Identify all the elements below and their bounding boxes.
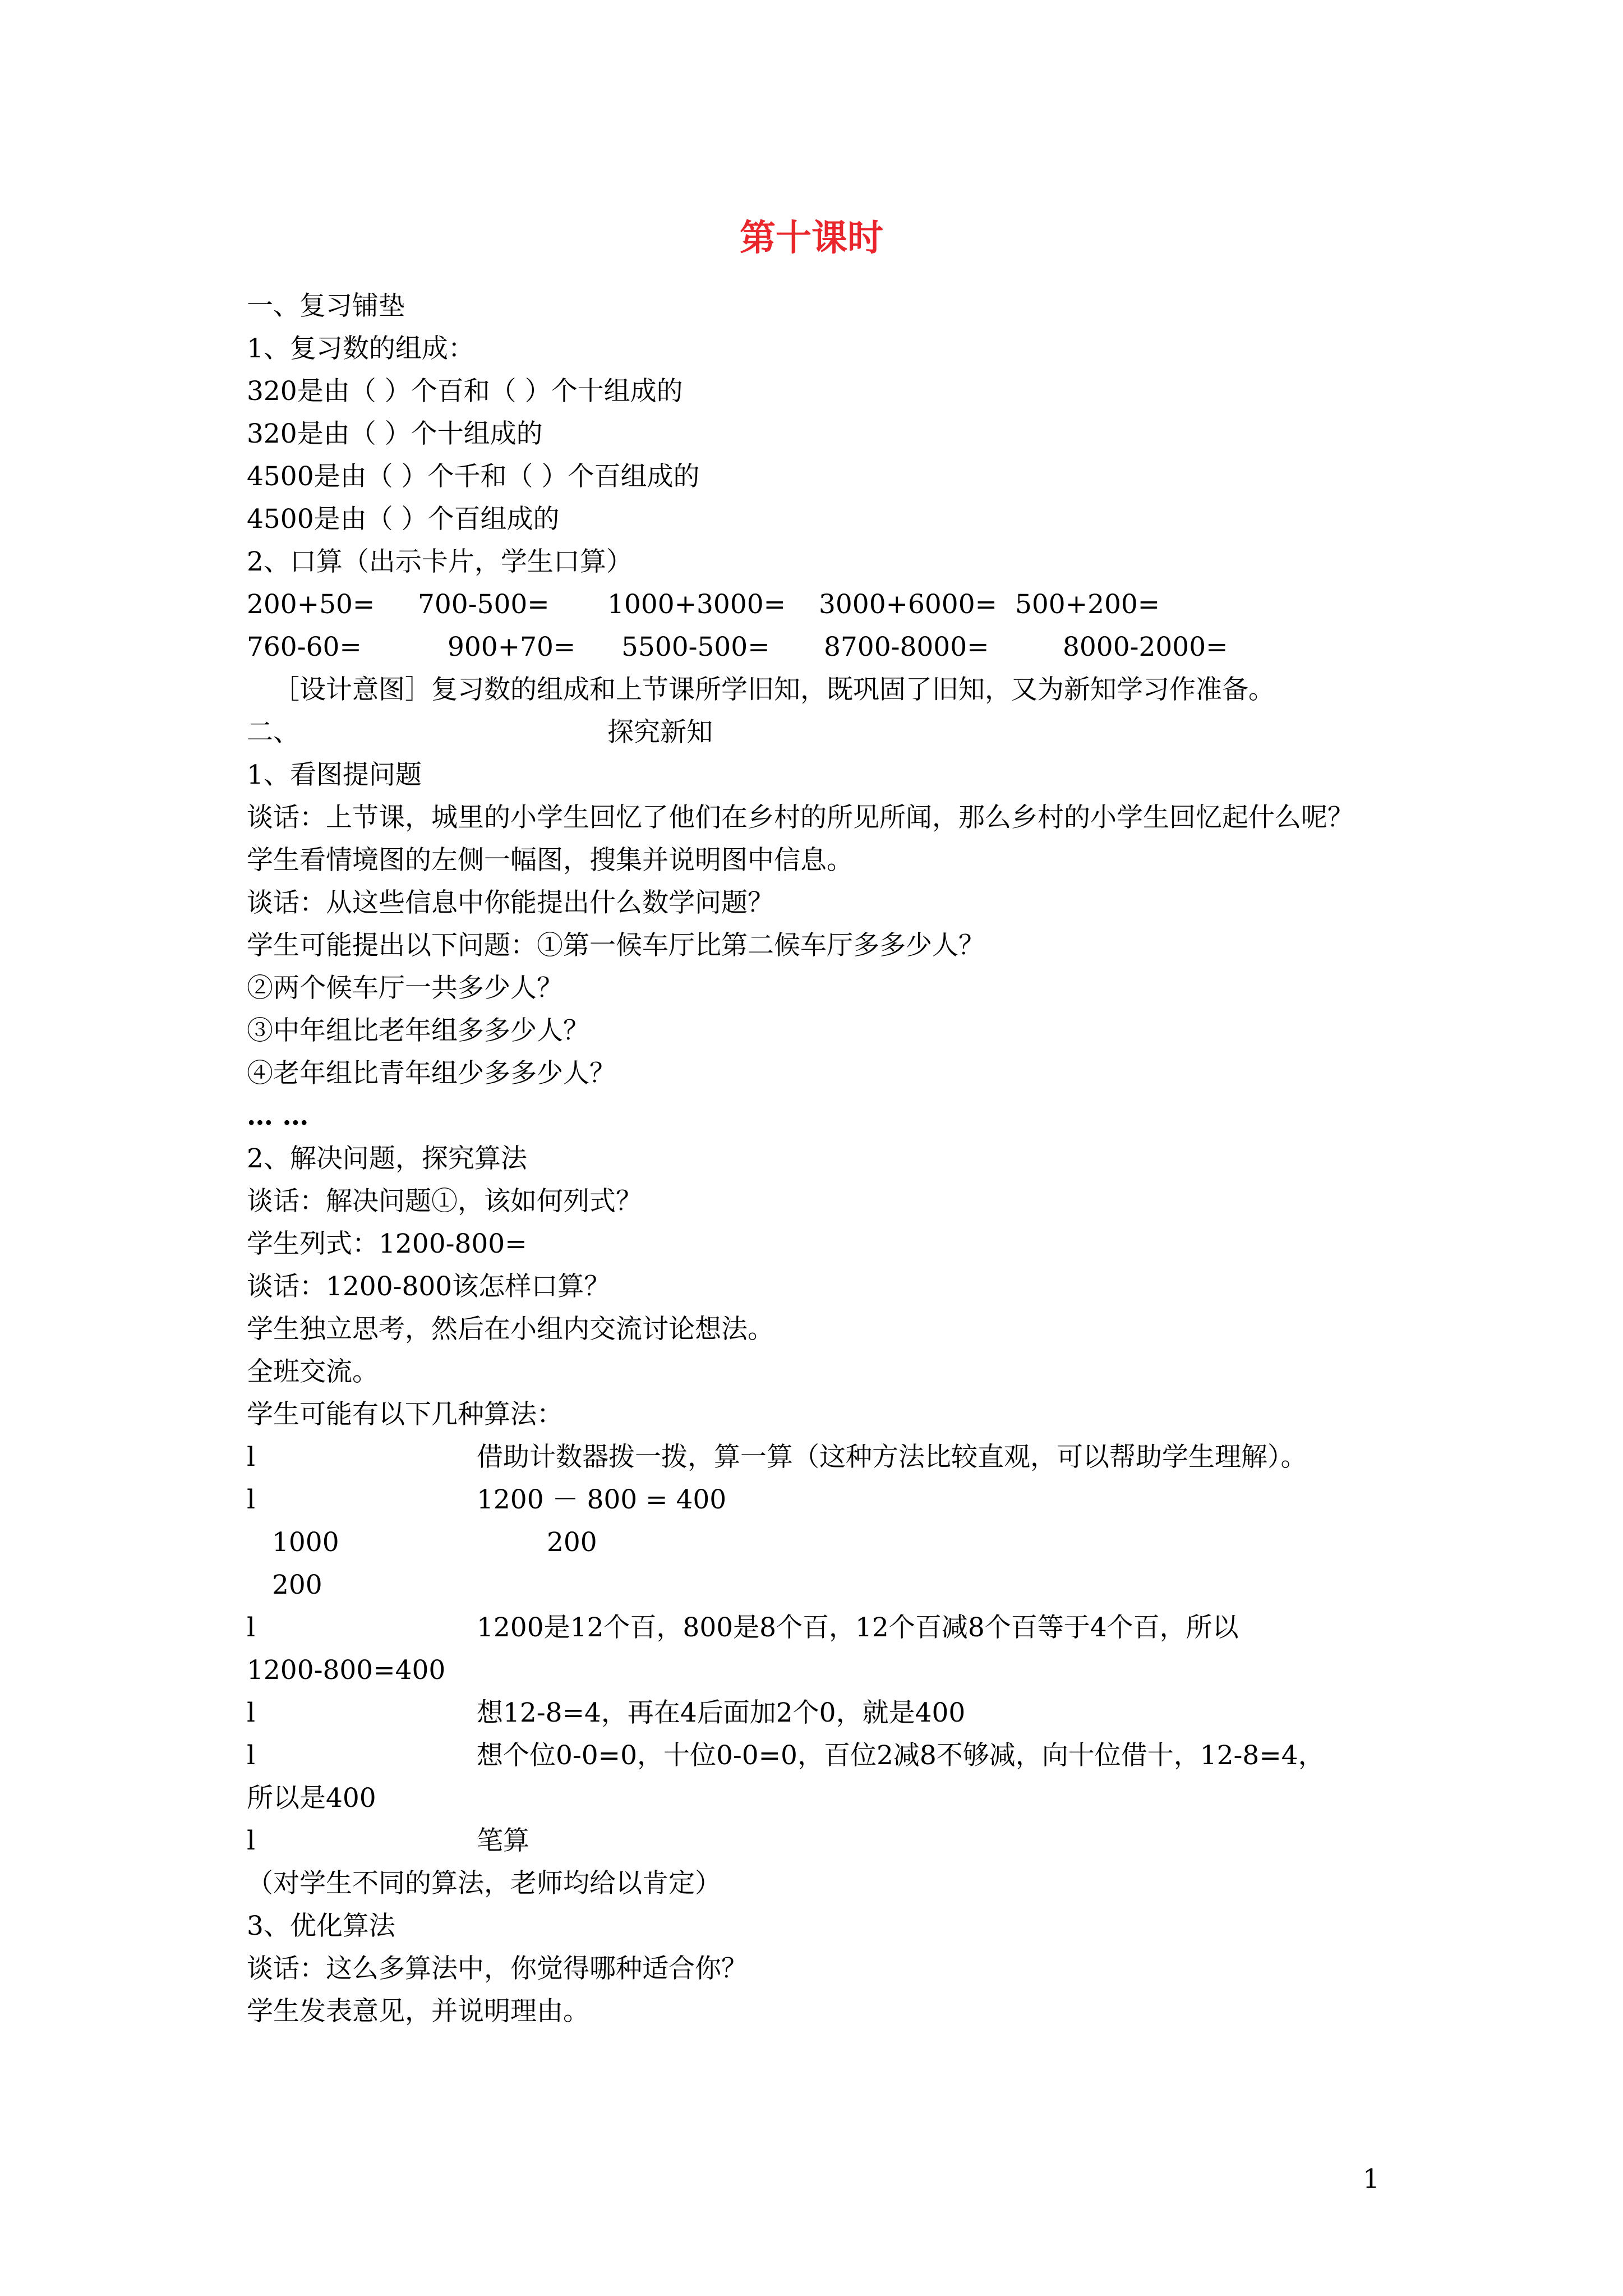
text-line: 2、口算（出示卡片，学生口算） [247,546,633,577]
text-line: 3、优化算法 [247,1911,395,1941]
method-item-1 [247,1436,1385,1479]
method-item-5 [247,1734,1385,1777]
calc-item: 500+200= [1015,589,1160,620]
bullet-marker: l [247,1612,256,1643]
text-line: 320是由（ ）个十组成的 [247,418,543,449]
calc-row-2 [247,626,1385,669]
text-line: ③中年组比老年组多多少人？ [247,1015,589,1046]
document-body [247,285,1385,2033]
calc-item: 5500-500= [621,632,770,662]
text-line: 320是由（ ）个百和（ ）个十组成的 [247,376,683,407]
calc-row-1 [247,583,1385,626]
text-line: 4500是由（ ）个千和（ ）个百组成的 [247,461,700,492]
text-line: 谈话：1200-800该怎样口算？ [247,1271,611,1302]
text-line: 4500是由（ ）个百组成的 [247,504,560,535]
text-line: ④老年组比青年组少多多少人？ [247,1058,616,1089]
text-line: 学生列式：1200-800= [247,1228,527,1259]
method-item-4 [247,1692,1385,1734]
method-split-row [247,1564,1385,1607]
calc-item: 3000+6000= [819,589,997,620]
section-heading-review: 一、复习铺垫 [247,291,405,321]
method-continuation: 1200-800=400 [247,1655,446,1686]
text-line: ②两个候车厅一共多少人？ [247,973,563,1004]
bullet-marker: l [247,1484,256,1515]
calc-item: 900+70= [448,632,576,662]
method-text: 1200是12个百，800是8个百，12个百减8个百等于4个百，所以 [477,1612,1239,1643]
design-intent: ［设计意图］复习数的组成和上节课所学旧知，既巩固了旧知，又为新知学习作准备。 [273,674,1275,705]
text-line: 2、解决问题，探究算法 [247,1143,527,1174]
section-heading-explore [247,711,1385,754]
method-text: 想个位0-0=0，十位0-0=0，百位2减8不够减，向十位借十，12-8=4， [477,1740,1325,1771]
text-line: 谈话：这么多算法中，你觉得哪种适合你？ [247,1953,748,1984]
page-title: 第十课时 [740,217,883,259]
split-value: 200 [272,1570,322,1600]
calc-item: 760-60= [247,632,362,662]
bullet-marker: l [247,1825,256,1856]
text-line: 学生可能提出以下问题：①第一候车厅比第二候车厅多多少人？ [247,930,985,961]
text-line: 学生看情境图的左侧一幅图，搜集并说明图中信息。 [247,845,853,876]
method-text: 借助计数器拨一拨，算一算（这种方法比较直观，可以帮助学生理解）。 [477,1442,1307,1473]
method-split-row [247,1521,1385,1564]
bullet-marker: l [247,1740,256,1771]
method-item-2 [247,1479,1385,1521]
text-line: 谈话：从这些信息中你能提出什么数学问题？ [247,887,774,918]
method-text: 想12-8=4，再在4后面加2个0，就是400 [477,1697,966,1728]
text-line: 谈话：解决问题①，该如何列式？ [247,1186,642,1217]
calc-item: 8700-8000= [824,632,989,662]
bullet-marker: l [247,1442,256,1473]
text-line: 1、复习数的组成： [247,333,474,364]
calc-item: 8000-2000= [1063,632,1228,662]
calc-item: 700-500= [418,589,550,620]
page-number: 1 [1363,2164,1380,2194]
method-item-6 [247,1820,1385,1862]
method-text: 1200 － 800 = 400 [477,1484,727,1515]
talk-paragraph: 谈话：上节课，城里的小学生回忆了他们在乡村的所见所闻，那么乡村的小学生回忆起什么呢？ [247,802,1354,833]
section-label: 探究新知 [607,717,713,748]
bullet-marker: l [247,1697,256,1728]
text-line: 全班交流。 [247,1356,379,1387]
method-item-3 [247,1607,1385,1649]
text-line: 学生发表意见，并说明理由。 [247,1996,589,2027]
text-line: 1、看图提问题 [247,760,422,790]
text-line: （对学生不同的算法，老师均给以肯定） [247,1868,721,1899]
ellipsis-line: … … [247,1101,309,1131]
text-line: 学生可能有以下几种算法： [247,1399,563,1430]
calc-item: 1000+3000= [607,589,786,620]
split-value: 200 [547,1527,597,1558]
method-text: 笔算 [477,1825,529,1856]
calc-item: 200+50= [247,589,375,620]
split-value: 1000 [272,1527,339,1558]
method-continuation: 所以是400 [247,1783,376,1814]
text-line: 学生独立思考，然后在小组内交流讨论想法。 [247,1314,774,1345]
section-number: 二、 [247,717,299,748]
